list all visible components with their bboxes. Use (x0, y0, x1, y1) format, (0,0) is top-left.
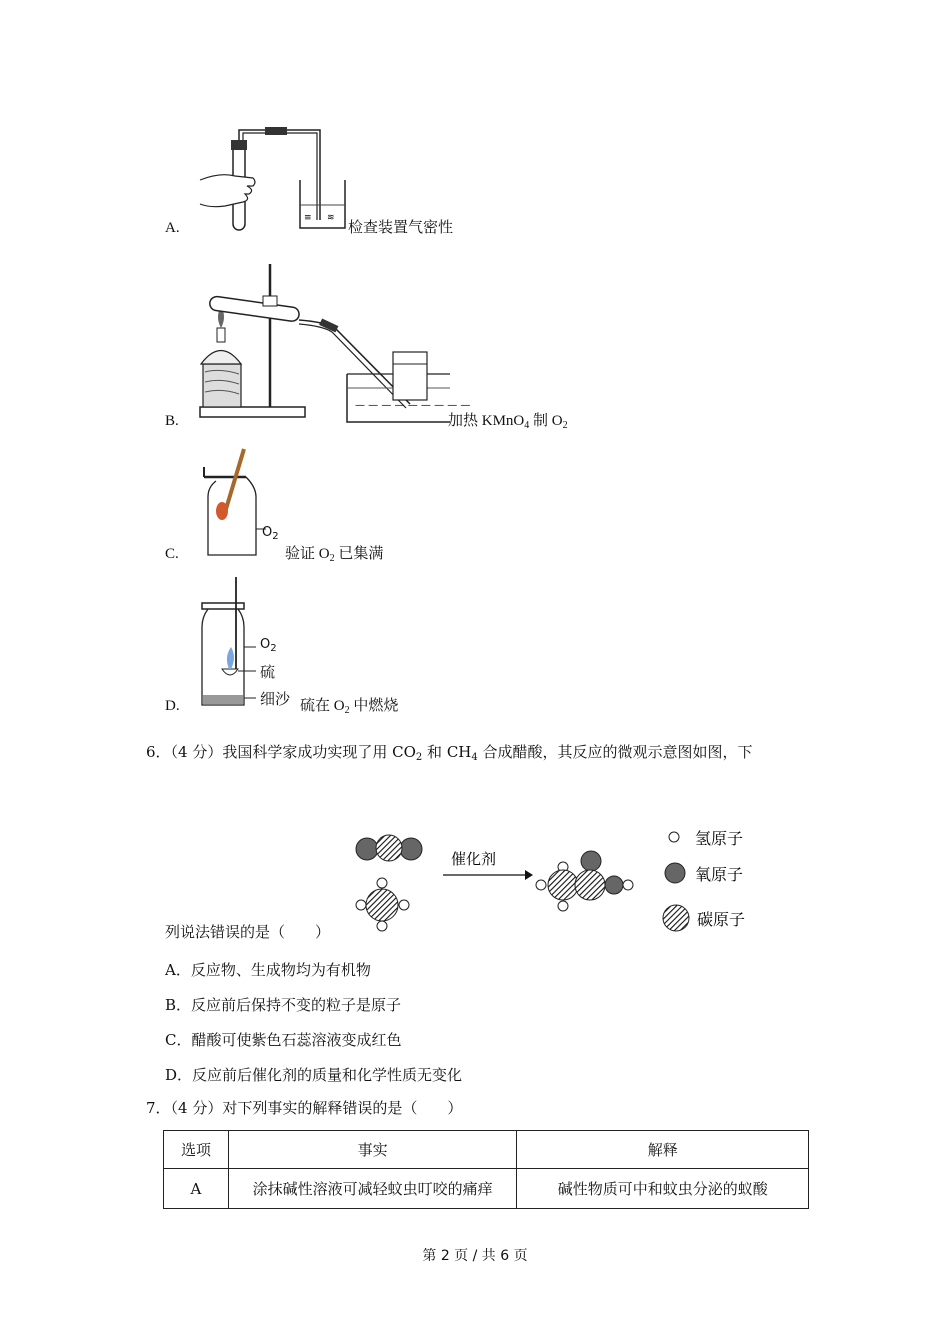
svg-text:≋: ≋ (327, 213, 335, 223)
oxygen-legend-icon (665, 863, 685, 883)
legend-hydrogen: 氢原子 (695, 829, 744, 848)
option-b-caption-part1: 加热 KMnO (448, 413, 525, 429)
atom-legend (663, 829, 745, 931)
header-explanation: 解释 (517, 1131, 809, 1169)
option-d-caption (300, 696, 398, 716)
question-6-stem (146, 742, 753, 762)
sulfur-combustion-figure (198, 577, 260, 709)
option-d-sand-label: 细沙 (260, 690, 291, 708)
option-c-gas-label (262, 525, 279, 540)
q7-score: （4 分） (170, 1099, 223, 1117)
hydrogen-legend-icon (669, 832, 679, 842)
oxygen-full-test-figure (196, 447, 286, 559)
q6-option-b: B．反应前后保持不变的粒子是原子 (165, 996, 402, 1014)
option-letter-c: C. (165, 546, 179, 562)
page-footer: 第 2 页 / 共 6 页 (422, 1248, 528, 1264)
reaction-micro-diagram (345, 818, 765, 936)
catalyst-label: 催化剂 (451, 850, 497, 868)
option-d-sub: 2 (344, 705, 350, 716)
row-a-option: A (164, 1169, 229, 1209)
q7-text: 对下列事实的解释错误的是（ ） (222, 1099, 463, 1117)
svg-text:— — — — — — — — —: — — — — — — — — — (355, 400, 471, 411)
q6-text-c: 合成醋酸，其反应的微观示意图如图，下 (477, 743, 753, 761)
carbon-legend-icon (663, 905, 689, 931)
kmno4-heating-apparatus-figure (195, 262, 471, 427)
q6-number: 6． (146, 743, 171, 761)
option-d-sulfur-label: 硫 (260, 663, 276, 681)
option-letter-d: D. (165, 698, 180, 714)
q6-sub2: 4 (471, 752, 478, 763)
option-d-caption-part1: 硫在 O (300, 698, 345, 714)
airtightness-check-figure (195, 120, 355, 235)
option-c-caption (285, 544, 383, 564)
acetic-acid-molecule (536, 851, 633, 911)
option-letter-b: B. (165, 413, 179, 429)
svg-text:≡: ≡ (304, 213, 312, 223)
option-c-caption-part2: 已集满 (334, 546, 384, 562)
option-c-caption-part1: 验证 O (285, 546, 330, 562)
q6-sub1: 2 (415, 752, 423, 763)
option-c-gas-sub: 2 (272, 531, 279, 542)
co2-molecule (356, 835, 422, 861)
row-a-fact: 涂抹碱性溶液可减轻蚊虫叮咬的痛痒 (228, 1169, 517, 1209)
option-c-gas-symbol: O (262, 525, 273, 540)
option-b-sub1: 4 (524, 420, 530, 431)
q6-score: （4 分） (170, 743, 223, 761)
option-c-sub: 2 (329, 553, 335, 564)
header-fact: 事实 (228, 1131, 517, 1169)
header-option: 选项 (164, 1131, 229, 1169)
ch4-molecule (356, 878, 409, 931)
option-d-caption-part2: 中燃烧 (349, 698, 399, 714)
q6-text-b: 和 CH (422, 743, 472, 761)
q7-table (163, 1130, 809, 1209)
option-b-sub2: 2 (562, 420, 568, 431)
q6-option-a: A．反应物、生成物均为有机物 (165, 961, 371, 979)
table-row (164, 1169, 809, 1209)
q6-option-d: D．反应前后催化剂的质量和化学性质无变化 (165, 1066, 463, 1084)
q6-text-a: 我国科学家成功实现了用 CO (222, 743, 416, 761)
option-d-gas-sub: 2 (270, 643, 277, 654)
legend-carbon: 碳原子 (697, 910, 746, 929)
option-letter-a: A. (165, 220, 180, 236)
option-a-caption: 检查装置气密性 (348, 220, 454, 236)
row-a-explanation: 碱性物质可中和蚊虫分泌的蚁酸 (517, 1169, 809, 1209)
option-b-caption (448, 411, 568, 431)
q6-option-c: C．醋酸可使紫色石蕊溶液变成红色 (165, 1031, 402, 1049)
legend-oxygen: 氧原子 (695, 865, 744, 884)
option-d-gas-symbol: O (260, 637, 271, 652)
option-d-gas-label (260, 637, 277, 652)
question-7-stem (146, 1098, 462, 1118)
question-6-stem-continued: 列说法错误的是（ ） (165, 923, 331, 941)
q7-number: 7． (146, 1099, 171, 1117)
table-header-row (164, 1131, 809, 1169)
option-b-caption-part2: 制 O (529, 413, 563, 429)
